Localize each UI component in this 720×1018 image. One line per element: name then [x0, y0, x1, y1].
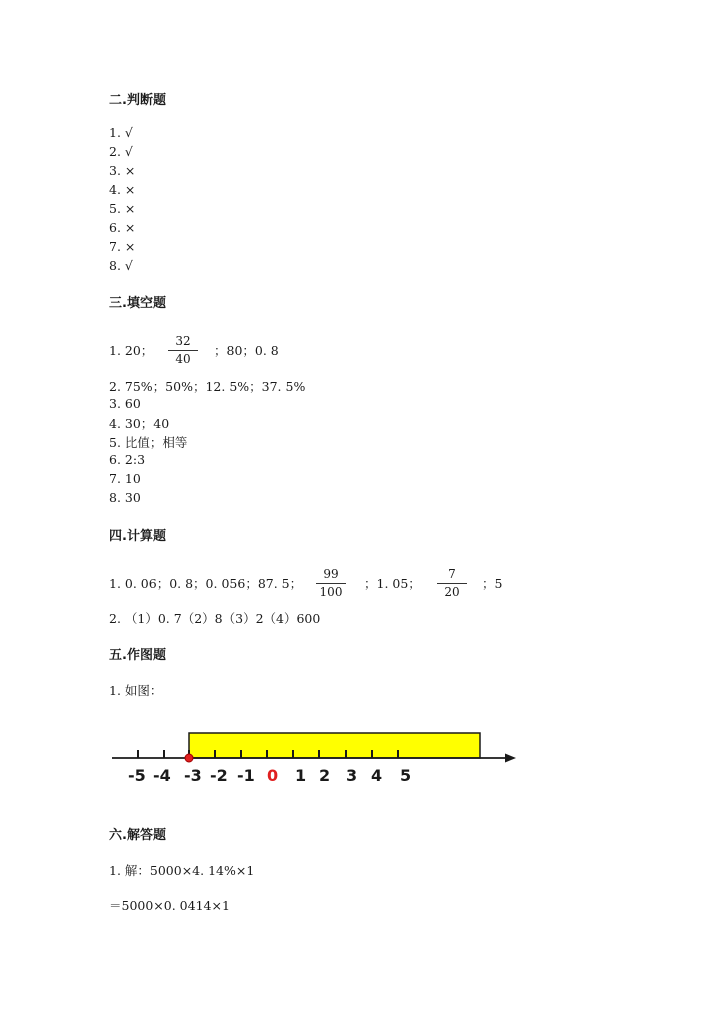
- answer-line: 5. ×: [109, 201, 136, 216]
- tick-label: -4: [153, 766, 171, 785]
- fraction: [316, 567, 346, 600]
- tick-label: -1: [237, 766, 255, 785]
- tick-label: -5: [128, 766, 146, 785]
- answer-line: 8. 30: [109, 490, 141, 505]
- fraction: [437, 567, 467, 600]
- boundary-point: [185, 754, 193, 762]
- answer-line: 4. 30；40: [109, 416, 170, 431]
- answer-line: 2. √: [109, 144, 133, 159]
- answer-line: 1. √: [109, 125, 133, 140]
- tick-label: 2: [319, 766, 331, 785]
- answer-line-part: 1. 0. 06；0. 8；0. 056；87. 5；: [109, 576, 303, 591]
- section-title-calculation: 四.计算题: [109, 529, 166, 544]
- fraction-bar: [437, 583, 467, 584]
- tick-label: 5: [400, 766, 412, 785]
- answer-line: 8. √: [109, 258, 133, 273]
- tick-label: -3: [184, 766, 202, 785]
- answer-line: 7. ×: [109, 239, 136, 254]
- solution-range-highlight: [189, 733, 480, 758]
- tick-label: 3: [346, 766, 358, 785]
- fraction: [168, 334, 198, 367]
- fraction-numerator: 7: [448, 567, 456, 581]
- answer-line-part: ；5: [482, 576, 503, 591]
- answer-line: ＝5000×0. 0414×1: [109, 898, 230, 913]
- arrow-head-icon: [505, 754, 516, 763]
- fraction-numerator: 99: [323, 567, 339, 581]
- answer-line-part: 1. 20；: [109, 343, 154, 358]
- answer-line-part: ；80；0. 8: [214, 343, 279, 358]
- answer-line: 6. ×: [109, 220, 136, 235]
- answer-line: 2. 75%；50%；12. 5%；37. 5%: [109, 379, 306, 394]
- section-title-solution: 六.解答题: [109, 828, 166, 843]
- tick-label: -2: [210, 766, 228, 785]
- answer-line: 3. 60: [109, 396, 141, 411]
- section-title-fill-blank: 三.填空题: [109, 296, 166, 311]
- answer-line: 4. ×: [109, 182, 136, 197]
- answer-line: 5. 比值；相等: [109, 435, 188, 450]
- fraction-denominator: 20: [444, 585, 460, 599]
- answer-line: 1. 如图：: [109, 683, 163, 698]
- fraction-denominator: 100: [319, 585, 343, 599]
- fraction-denominator: 40: [175, 352, 191, 366]
- answer-line: 6. 2:3: [109, 452, 146, 467]
- fraction-bar: [316, 583, 346, 584]
- tick-label: 4: [371, 766, 383, 785]
- section-title-judgement: 二.判断题: [109, 93, 166, 108]
- tick-label: 0: [267, 766, 279, 785]
- answer-line: 1. 解：5000×4. 14%×1: [109, 863, 255, 878]
- fraction-bar: [168, 350, 198, 351]
- section-title-drawing: 五.作图题: [109, 648, 166, 663]
- answer-line: 2. （1）0. 7（2）8（3）2（4）600: [109, 611, 321, 626]
- fraction-numerator: 32: [175, 334, 191, 348]
- answer-line-part: ；1. 05；: [364, 576, 421, 591]
- answer-line: 7. 10: [109, 471, 141, 486]
- answer-line: 3. ×: [109, 163, 136, 178]
- tick-label: 1: [295, 766, 307, 785]
- number-line-figure: [105, 725, 525, 790]
